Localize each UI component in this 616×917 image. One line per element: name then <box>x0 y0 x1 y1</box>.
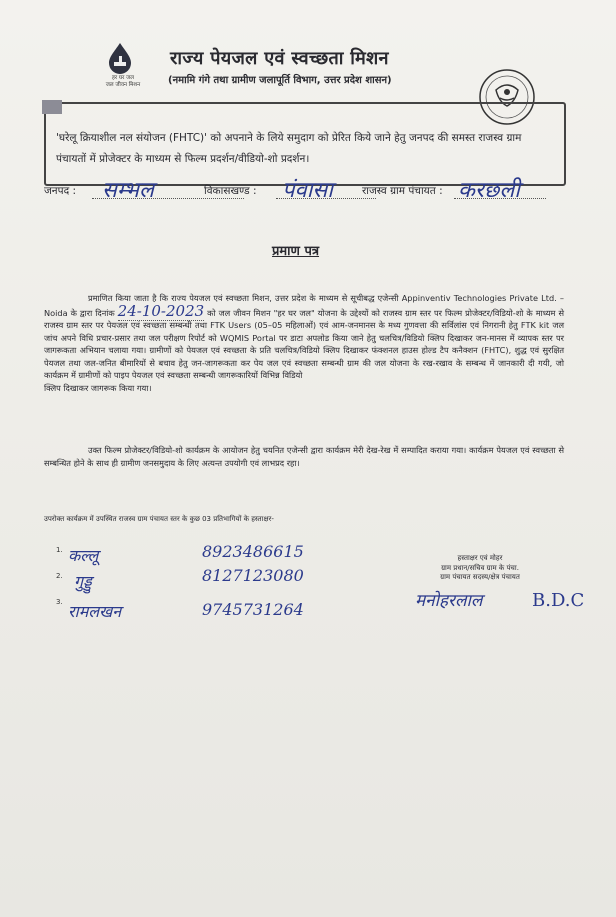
janpad-value: सम्भल <box>102 178 154 203</box>
attendee-phone: 8923486615 <box>202 542 304 561</box>
attendee-name: कल्लू <box>68 546 99 565</box>
body-paragraph-2: उक्त फिल्म प्रोजेक्टर/विडियो-शो कार्यक्रम के आयोजन हेतु चयनित एजेन्सी द्वारा कार्यक्रम मेरी देख-रेख में सम्पादित कराया गया। कार्यक्रम पेयजल एवं स्वच्छता से सम्बन्धित होने के साथ ही ग्रामीण जनसमुदाय के लिए अत्यन्त उपयोगी एवं लाभप्रद रहा। <box>44 445 564 469</box>
certificate-body-2 <box>44 436 564 478</box>
attendee-phone: 8127123080 <box>202 566 304 585</box>
body-paragraph-1a: प्रमाणित किया जाता है कि राज्य पेयजल एवं स्वच्छता मिशन, उत्तर प्रदेश के माध्यम से सूचीबद्ध एजेन्सी Appinventiv Technologies Private Ltd. – Noida के द्वारा दिनांक <box>44 293 564 318</box>
body-paragraph-1b: को जल जीवन मिशन "हर घर जल" योजना के उद्देश्यों को राजस्व ग्राम स्तर पर फिल्म प्रोजेक्टर/विडियो-शो के माध्यम से राजस्व ग्राम स्तर पर पेयजल एवं स्वच्छता सम्बन्धी तथा FTK Users (05–05 महिलाओं) एवं आम-जनमानस के मध्य गुणवत्ता की सर्विलांस एवं निगरानी हेतु FTK kit जल जांच अपने विधि प्रचार-प्रसार तथा जल परीक्षण रिपोर्ट को WQMIS Portal पर डाटा अपलोड किया जाने हेतु चलचित्र/विडियो क्लिप दिखाकर जन-मानस में व्यापक स्तर पर जागरूकता अभियान चलाया गया। ग्रामीणों को पेयजल एवं स्वच्छता के प्रति चलचित्र/विडियो क्लिप दिखाकर फंक्शनल हाउस होल्ड टैप कनैक्शन (FHTC), शुद्ध एवं सुरक्षित पेयजल तथा जल-जनित बीमारियों से बचाव हेतु जन-जागरूकता कर पेय जल एवं स्वच्छता सम्बन्धी ग्राम की जल योजना के रख-रखाव के सम्बन्ध में जानकारी दी गयी, जो कार्यक्रम में ग्रामीणों को पाइप पेयजल एवं स्वच्छता सम्बन्धी जागरूकारियों विभिन्न विडियो <box>44 307 564 380</box>
gram-panchayat-value: करछली <box>458 178 520 203</box>
attendee-list: 1. कल्लू 8923486615 2. गुड्डु 8127123080 3. रामलखन 9745731264 <box>56 542 304 621</box>
gram-panchayat-label: राजस्व ग्राम पंचायत : <box>362 185 443 197</box>
vikaskhand-value: पंवासा <box>282 178 333 203</box>
attendees-note: उपरोक्त कार्यक्रम में उपस्थित राजस्व ग्राम पंचायत स्तर के कुछ 03 प्रतिभागियों के हस्ताक्षर- <box>44 515 274 523</box>
logo-caption: हर घर जल जल जीवन मिशन <box>105 75 141 88</box>
banner-corner-mark <box>42 100 62 114</box>
signatory-signature: मनोहरलाल <box>415 591 483 611</box>
event-date: 24-10-2023 <box>117 301 205 320</box>
location-row <box>44 180 584 220</box>
header-subtitle: (नमामि गंगे तथा ग्रामीण जलापूर्ति विभाग, उत्तर प्रदेश शासन) <box>168 75 392 86</box>
attendee-name: गुड्डु <box>74 572 92 591</box>
certificate-body <box>44 292 564 394</box>
vikaskhand-label: विकासखण्ड : <box>204 185 257 197</box>
header-title: राज्य पेयजल एवं स्वच्छता मिशन <box>170 48 389 69</box>
banner-text: 'घरेलू क्रियाशील नल संयोजन (FHTC)' को अपनाने के लिये समुदाग को प्रेरित किये जाने हेतु जनपद की समस्त राजस्व ग्राम पंचायतों में प्रोजेक्टर के माध्यम से फिल्म प्रदर्शन/वीडियो-शो प्रदर्शन। <box>56 132 522 165</box>
certificate-title: प्रमाण पत्र <box>272 244 320 259</box>
janpad-label: जनपद : <box>44 185 77 197</box>
signatory-label: हस्ताक्षर एवं मोहर ग्राम प्रधान/सचिव ग्राम के पंचा. ग्राम पंचायत सदस्य/क्षेत्र पंचायत <box>440 554 520 581</box>
body-paragraph-1c: क्लिप दिखाकर जागरूक किया गया। <box>44 382 152 393</box>
attendee-name: रामलखन <box>68 602 122 621</box>
jal-jeevan-mission-logo <box>97 42 145 102</box>
signatory-title: B.D.C <box>532 590 585 611</box>
attendee-phone: 9745731264 <box>202 600 304 619</box>
